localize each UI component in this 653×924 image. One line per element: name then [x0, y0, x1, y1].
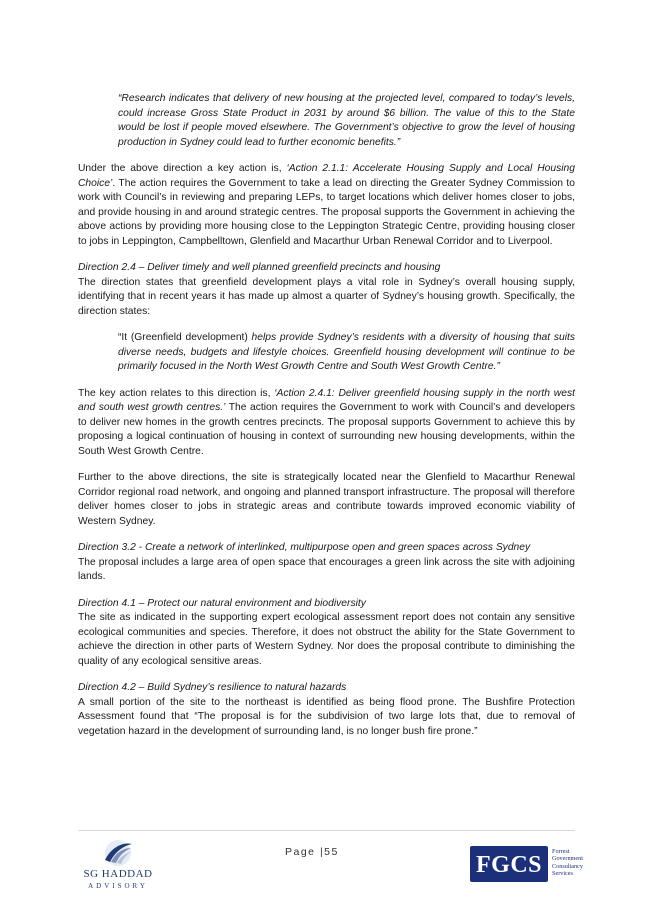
fgcs-full-name: [552, 848, 592, 878]
text: The key action relates to this direction is,: [78, 387, 275, 399]
section-direction-3-2: [78, 541, 575, 585]
paragraph-action-2-4-1: [78, 387, 575, 460]
quote-economic-benefits: “Research indicates that delivery of new housing at the projected level, compared to today’s levels, could increase Gross State Product in 2031 by around $6 billion. The value of this to the State would be lost if people moved elsewhere. The Government’s objective to grow the level of housing production in Sydney could lead to further economic benefits.”: [118, 93, 575, 148]
sg-haddad-logo: [78, 838, 158, 898]
direction-heading: Direction 3.2 - Create a network of interlinked, multipurpose open and green spaces across Sydney: [78, 542, 531, 553]
fgcs-badge: [470, 846, 548, 882]
direction-heading: Direction 4.1 – Protect our natural environment and biodiversity: [78, 597, 366, 609]
text: helps provide Sydney’s residents with a diversity of housing that suits diverse needs, budgets and lifestyle choices. Greenfield housing development will continue to be primarily focused in the North West Growth Centre and South West Growth Centre.”: [118, 332, 575, 372]
action-reference: ‘Action 2.1.1: Accelerate Housing Supply and Local Housing Choice’: [78, 163, 575, 189]
text: The action requires the Government to work with Council’s and developers to deliver new homes in the growth centres precincts. The proposal supports Government to achieve this by proposing a logical continuation of housing in context of surrounding new housing developments, within the South West Growth Centre.: [78, 402, 575, 457]
section-text: The site as indicated in the supporting expert ecological assessment report does not contain any sensitive ecological communities and species. Therefore, it does not obstruct the ability for the State Government to achieve the direction in other parts of Western Sydney. Nor does the proposal contribute to diminishing the quality of any ecological sensitive areas.: [78, 612, 575, 667]
direction-heading: Direction 4.2 – Build Sydney’s resilience to natural hazards: [78, 682, 347, 693]
paragraph-strategic-location: Further to the above directions, the site is strategically located near the Glenfield to Macarthur Renewal Corridor regional road network, and ongoing and planned transport infrastructure. The proposal will therefore deliver homes closer to jobs in strategic areas and contribute towards improved economic viability of Western Sydney.: [78, 472, 575, 527]
fgcs-logo: [470, 846, 590, 884]
direction-heading: Direction 2.4 – Deliver timely and well planned greenfield precincts and housing: [78, 262, 441, 273]
section-text: The direction states that greenfield development plays a vital role in Sydney’s overall housing supply, identifying that in recent years it has made up almost a quarter of Sydney’s housing growth. Specifically, the direction states:: [78, 276, 575, 317]
section-direction-4-1: [78, 597, 575, 670]
sg-haddad-subtitle: ADVISORY: [88, 882, 148, 890]
fgcs-name-line: Consultancy: [552, 862, 583, 870]
sg-haddad-emblem-icon: [78, 838, 158, 868]
page-number: Page |55: [285, 846, 339, 858]
section-direction-4-2: [78, 681, 575, 739]
section-direction-2-4: [78, 261, 575, 319]
text: “It (Greenfield development): [118, 332, 252, 343]
text: Under the above direction a key action is,: [78, 163, 287, 174]
sg-haddad-wordmark: SG HADDAD: [83, 868, 153, 880]
action-reference: ‘Action 2.4.1: Deliver greenfield housing supply in the north west and south west growth centres.’: [78, 387, 575, 413]
text: . The action requires the Government to take a lead on directing the Greater Sydney Commission to work with Council’s in reviewing and preparing LEPs, to target locations which deliver homes closer to jobs, and provide housing in and around strategic centres. The proposal supports the Government in achieving the above actions by providing more housing close to the Leppington Strategic Centre, providing housing closer to jobs in Leppington, Campbelltown, Glenfield and Macarthur Urban Renewal Corridor and to Liverpool.: [78, 177, 575, 247]
footer-divider: [78, 830, 575, 831]
section-text: The proposal includes a large area of open space that encourages a green link across the site with adjoining lands.: [78, 556, 575, 582]
fgcs-name-line: Forrest: [552, 848, 570, 855]
fgcs-wordmark: FGCS: [475, 852, 542, 878]
fgcs-name-line: Government: [552, 855, 583, 863]
fgcs-name-line: Services: [552, 870, 573, 878]
page-body: [78, 92, 575, 739]
section-text: A small portion of the site to the northeast is identified as being flood prone. The Bushfire Protection Assessment found that “The proposal is for the subdivision of two large lots that, due to removal of vegetation hazard in the development of surrounding land, is no longer bush fire prone.”: [78, 696, 575, 737]
paragraph-action-2-1-1: [78, 162, 575, 249]
quote-greenfield: [118, 331, 575, 375]
